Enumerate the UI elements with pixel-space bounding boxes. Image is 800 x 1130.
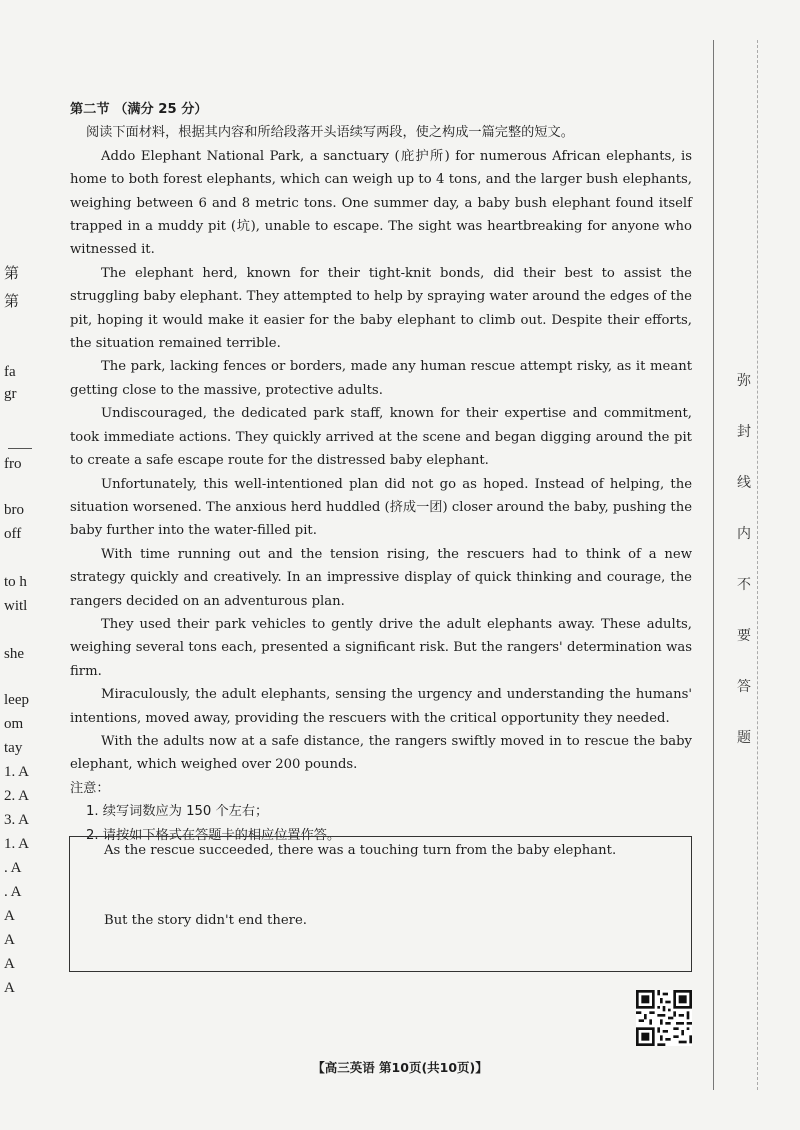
story-paragraph: Undiscouraged, the dedicated park staff, known for their expertise and commitment, took immediate actions. They quickly arrived at the scene and began digging around the pit to create a safe escape route for the distressed baby elephant.	[70, 406, 692, 469]
margin-fragment: leep	[4, 692, 29, 708]
binding-dashed-line	[757, 40, 758, 1090]
seal-line-notice	[732, 370, 756, 778]
chinese-gloss: 挤成一团	[389, 499, 443, 515]
binding-line	[713, 40, 714, 1090]
story-paragraph: The elephant herd, known for their tight-knit bonds, did their best to assist the struggling baby elephant. They attempted to help by spraying water around the edges of the pit, hoping it would make it easier for the baby elephant to climb out. Despite their efforts, the situation remained terrible.	[70, 265, 692, 352]
margin-fragment: off	[4, 526, 22, 542]
seal-char: 弥	[737, 373, 751, 389]
section-instruction: 阅读下面材料，根据其内容和所给段落开头语续写两段，使之构成一篇完整的短文。	[86, 125, 574, 141]
seal-char: 题	[737, 730, 751, 746]
margin-fragment: fro	[4, 456, 22, 472]
story-paragraph	[70, 145, 692, 262]
text: Addo Elephant National Park, a sanctuary (	[101, 148, 400, 164]
margin-fragment: A	[4, 932, 15, 948]
margin-fragment: 2. A	[4, 788, 30, 804]
story-paragraph	[70, 473, 692, 543]
section-title: 第二节 （满分 25 分）	[70, 102, 208, 117]
margin-fragment: 1. A	[4, 764, 30, 780]
margin-fragment: A	[4, 956, 15, 972]
story-paragraph: Miraculously, the adult elephants, sensing the urgency and understanding the humans' intentions, moved away, providing the rescuers with the critical opportunity they needed.	[70, 687, 692, 726]
margin-fragment: 1. A	[4, 836, 30, 852]
chinese-gloss: 庇护所	[399, 148, 445, 164]
qr-code-icon	[636, 990, 692, 1046]
seal-char: 要	[737, 628, 751, 644]
seal-char: 内	[737, 526, 751, 542]
answer-format-box	[69, 836, 692, 972]
text: Unfortunately, this well-intentioned plan did not go as hoped. Instead of helping, the situation worsened. The anxious herd huddled (	[70, 476, 692, 515]
left-margin-bleed	[0, 0, 46, 1130]
margin-fragment: fa	[4, 364, 16, 380]
text: ), unable to escape. The sight was heartbreaking for anyone who witnessed it.	[70, 219, 692, 258]
text: ) for numerous African elephants, is home to both forest elephants, which can weigh up to 4 tons, and the larger bush elephants, weighing between 6 and 8 metric tons. One summer day, a baby bush elephant found itself trapped in a muddy pit (	[70, 148, 693, 235]
margin-fragment: 3. A	[4, 812, 30, 828]
story-paragraph: With time running out and the tension rising, the rescuers had to think of a new strategy quickly and creatively. In an impressive display of quick thinking and courage, the rangers decided on an adventurous plan.	[70, 546, 692, 609]
margin-fragment: A	[4, 908, 15, 924]
seal-char: 答	[737, 679, 751, 695]
seal-char: 不	[737, 577, 751, 593]
margin-fragment: gr	[4, 386, 17, 402]
notes-title: 注意：	[70, 780, 110, 796]
margin-fragment: 第	[4, 294, 20, 310]
margin-fragment: . A	[4, 860, 22, 876]
answer-opening-line-2: But the story didn't end there.	[104, 913, 307, 928]
margin-fragment: tay	[4, 740, 23, 756]
margin-fragment: bro	[4, 502, 24, 518]
margin-fragment: to h	[4, 574, 27, 590]
seal-char: 线	[737, 475, 751, 491]
margin-fragment: witl	[4, 598, 28, 614]
page-footer: 【高三英语 第10页(共10页)】	[312, 1060, 488, 1075]
story-paragraph: The park, lacking fences or borders, made any human rescue attempt risky, as it meant getting close to the massive, protective adults.	[70, 359, 692, 398]
note-item: 2. 请按如下格式在答题卡的相应位置作答。	[86, 827, 341, 843]
margin-fragment: om	[4, 716, 24, 732]
margin-fragment: she	[4, 646, 24, 662]
seal-char: 封	[737, 424, 751, 440]
chinese-gloss: 坑	[236, 219, 251, 235]
exam-content	[70, 98, 692, 847]
story-paragraph: They used their park vehicles to gently drive the adult elephants away. These adults, weighing several tons each, presented a significant risk. But the rangers' determination was firm.	[70, 616, 692, 679]
margin-fragment: A	[4, 980, 15, 996]
margin-fragment: . A	[4, 884, 22, 900]
margin-rule	[8, 448, 32, 449]
margin-fragment: 第	[4, 266, 20, 282]
text: ) closer around the baby, pushing the baby further into the water-filled pit.	[70, 499, 692, 539]
answer-opening-line-1: As the rescue succeeded, there was a touching turn from the baby elephant.	[104, 843, 617, 858]
story-paragraph: With the adults now at a safe distance, the rangers swiftly moved in to rescue the baby elephant, which weighed over 200 pounds.	[70, 733, 692, 773]
note-item: 1. 续写词数应为 150 个左右；	[86, 804, 269, 820]
